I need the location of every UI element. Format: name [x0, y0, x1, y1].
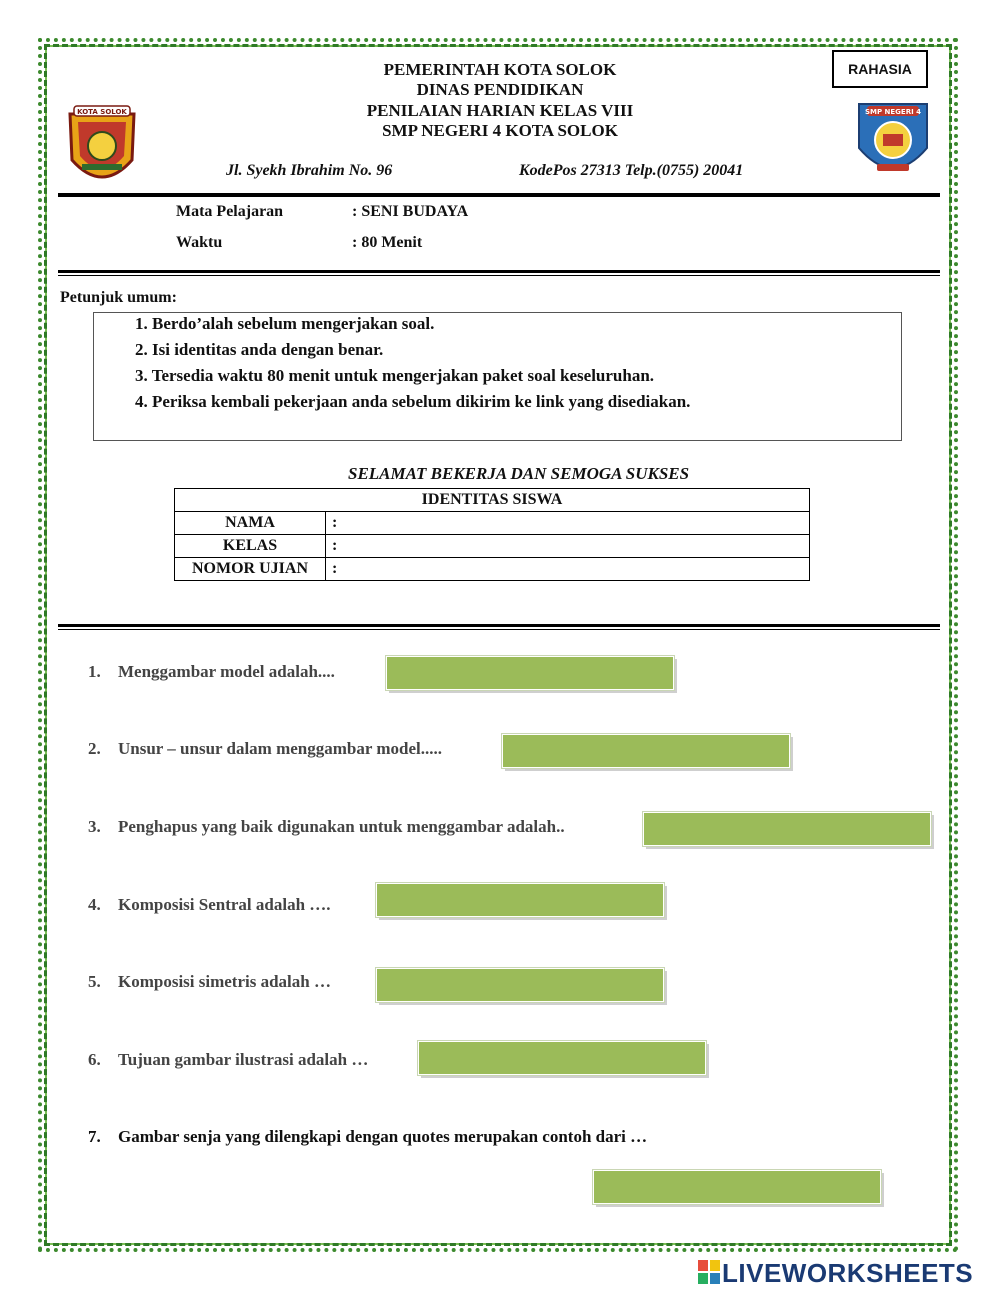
question-text: Unsur – unsur dalam menggambar model..... [118, 739, 442, 758]
section-divider-thin [58, 629, 940, 630]
header-divider [58, 193, 940, 197]
table-row [175, 558, 810, 581]
instruction-item: 3. Tersedia waktu 80 menit untuk mengerjakan paket soal keseluruhan. [135, 366, 655, 385]
identity-table [174, 488, 810, 581]
question-7 [88, 1127, 647, 1147]
question-number: 3. [88, 817, 101, 836]
table-row [175, 512, 810, 535]
question-3 [88, 817, 565, 837]
answer-box-7[interactable] [593, 1170, 881, 1204]
question-number: 2. [88, 739, 101, 758]
answer-box-6[interactable] [418, 1041, 706, 1075]
header-line-3: PENILAIAN HARIAN KELAS VIII [366, 101, 634, 120]
brand-badge-icon [698, 1260, 720, 1284]
identity-value-nomor-ujian[interactable]: : [326, 558, 810, 581]
identity-label-nama: NAMA [175, 512, 326, 535]
answer-box-1[interactable] [386, 656, 674, 690]
school-logo [853, 96, 933, 184]
identity-label-kelas: KELAS [175, 535, 326, 558]
question-text: Penghapus yang baik digunakan untuk menggambar adalah.. [118, 817, 565, 836]
confidential-badge: RAHASIA [832, 50, 928, 88]
instructions-title: Petunjuk umum: [60, 289, 177, 306]
greeting-text: SELAMAT BEKERJA DAN SEMOGA SUKSES [348, 464, 690, 483]
answer-box-3[interactable] [643, 812, 931, 846]
time-label: Waktu [176, 234, 223, 251]
identity-value-kelas[interactable]: : [326, 535, 810, 558]
question-number: 7. [88, 1127, 101, 1146]
question-text: Menggambar model adalah.... [118, 662, 335, 681]
city-logo [66, 104, 138, 190]
meta-divider-thin [58, 275, 940, 276]
answer-box-5[interactable] [376, 968, 664, 1002]
header-line-2: DINAS PENDIDIKAN [416, 80, 584, 99]
question-text: Komposisi Sentral adalah …. [118, 895, 331, 914]
identity-table-title: IDENTITAS SISWA [175, 489, 810, 512]
question-4 [88, 895, 331, 915]
instruction-item: 1. Berdo’alah sebelum mengerjakan soal. [135, 314, 435, 333]
subject-value: : SENI BUDAYA [352, 203, 469, 220]
city-logo-text: KOTA SOLOK [77, 108, 127, 116]
school-contact: KodePos 27313 Telp.(0755) 20041 [519, 162, 744, 179]
identity-value-nama[interactable]: : [326, 512, 810, 535]
meta-divider [58, 270, 940, 273]
school-logo-text: SMP NEGERI 4 [864, 108, 922, 116]
question-number: 4. [88, 895, 101, 914]
question-2 [88, 739, 442, 759]
section-divider [58, 624, 940, 627]
subject-label: Mata Pelajaran [176, 203, 284, 220]
question-number: 1. [88, 662, 101, 681]
brand-logo-text[interactable]: LIVEWORKSHEETS [722, 1258, 974, 1288]
table-row [175, 535, 810, 558]
question-6 [88, 1050, 368, 1070]
answer-box-4[interactable] [376, 883, 664, 917]
question-5 [88, 972, 331, 992]
question-number: 5. [88, 972, 101, 991]
question-text: Gambar senja yang dilengkapi dengan quotes merupakan contoh dari … [118, 1127, 648, 1146]
instruction-item: 4. Periksa kembali pekerjaan anda sebelum dikirim ke link yang disediakan. [135, 392, 691, 411]
school-address: Jl. Syekh Ibrahim No. 96 [226, 162, 393, 179]
answer-box-2[interactable] [502, 734, 790, 768]
question-text: Tujuan gambar ilustrasi adalah … [118, 1050, 369, 1069]
instruction-item: 2. Isi identitas anda dengan benar. [135, 340, 384, 359]
time-value: : 80 Menit [352, 234, 423, 251]
question-number: 6. [88, 1050, 101, 1069]
header-line-4: SMP NEGERI 4 KOTA SOLOK [382, 121, 618, 140]
header-line-1: PEMERINTAH KOTA SOLOK [383, 60, 617, 79]
question-1 [88, 662, 335, 682]
identity-label-nomor-ujian: NOMOR UJIAN [175, 558, 326, 581]
question-text: Komposisi simetris adalah … [118, 972, 331, 991]
